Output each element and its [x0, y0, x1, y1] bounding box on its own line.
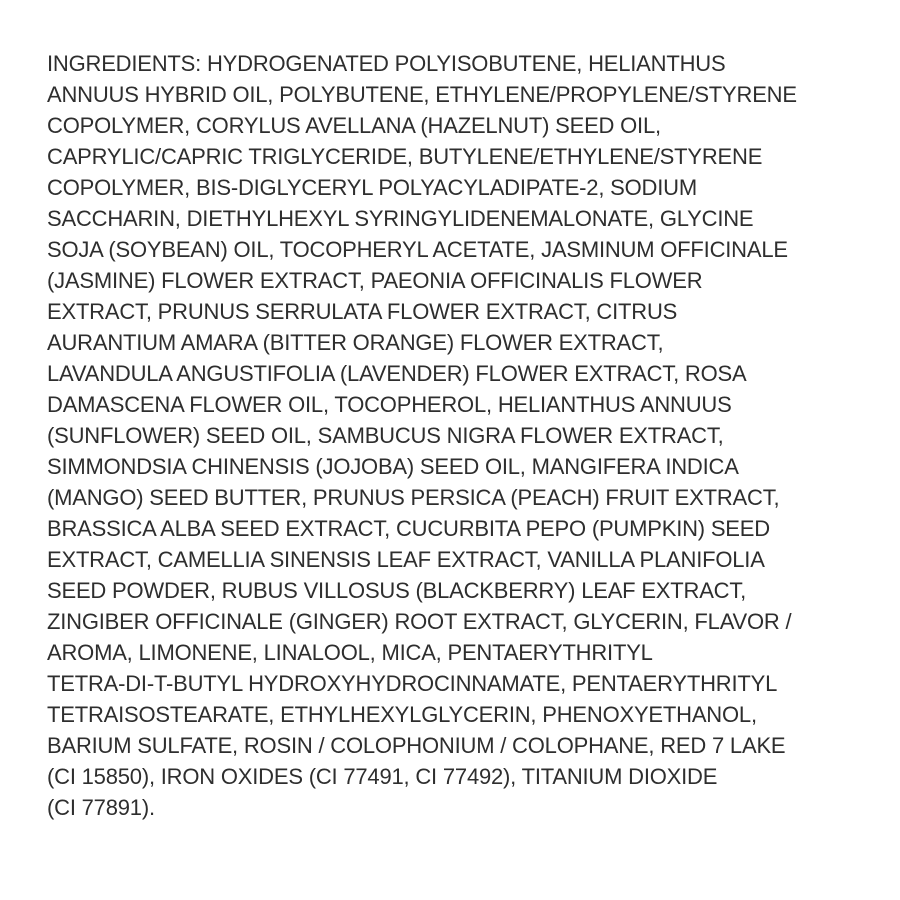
- ingredients-line: TETRA-DI-T-BUTYL HYDROXYHYDROCINNAMATE, PENTAERYTHRITYL: [47, 671, 778, 696]
- ingredients-line: BARIUM SULFATE, ROSIN / COLOPHONIUM / COLOPHANE, RED 7 LAKE: [47, 733, 786, 758]
- ingredients-line: (CI 77891).: [47, 795, 155, 820]
- ingredients-line: EXTRACT, CAMELLIA SINENSIS LEAF EXTRACT, VANILLA PLANIFOLIA: [47, 547, 765, 572]
- ingredients-text: [47, 48, 862, 823]
- ingredients-line: AROMA, LIMONENE, LINALOOL, MICA, PENTAERYTHRITYL: [47, 640, 653, 665]
- ingredients-line: TETRAISOSTEARATE, ETHYLHEXYLGLYCERIN, PHENOXYETHANOL,: [47, 702, 757, 727]
- ingredients-line: (CI 15850), IRON OXIDES (CI 77491, CI 77492), TITANIUM DIOXIDE: [47, 764, 718, 789]
- ingredients-line: SOJA (SOYBEAN) OIL, TOCOPHERYL ACETATE, JASMINUM OFFICINALE: [47, 237, 788, 262]
- ingredients-line: SIMMONDSIA CHINENSIS (JOJOBA) SEED OIL, MANGIFERA INDICA: [47, 454, 739, 479]
- ingredients-line: EXTRACT, PRUNUS SERRULATA FLOWER EXTRACT, CITRUS: [47, 299, 678, 324]
- ingredients-line: COPOLYMER, BIS-DIGLYCERYL POLYACYLADIPATE-2, SODIUM: [47, 175, 697, 200]
- ingredients-line: ANNUUS HYBRID OIL, POLYBUTENE, ETHYLENE/PROPYLENE/STYRENE: [47, 82, 797, 107]
- ingredients-line: COPOLYMER, CORYLUS AVELLANA (HAZELNUT) SEED OIL,: [47, 113, 661, 138]
- ingredients-panel: [47, 48, 862, 823]
- ingredients-line: (MANGO) SEED BUTTER, PRUNUS PERSICA (PEACH) FRUIT EXTRACT,: [47, 485, 780, 510]
- ingredients-line: AURANTIUM AMARA (BITTER ORANGE) FLOWER EXTRACT,: [47, 330, 664, 355]
- ingredients-line: CAPRYLIC/CAPRIC TRIGLYCERIDE, BUTYLENE/ETHYLENE/STYRENE: [47, 144, 763, 169]
- ingredients-line: ZINGIBER OFFICINALE (GINGER) ROOT EXTRACT, GLYCERIN, FLAVOR /: [47, 609, 792, 634]
- ingredients-line: LAVANDULA ANGUSTIFOLIA (LAVENDER) FLOWER EXTRACT, ROSA: [47, 361, 747, 386]
- ingredients-line: (SUNFLOWER) SEED OIL, SAMBUCUS NIGRA FLOWER EXTRACT,: [47, 423, 724, 448]
- ingredients-line: SACCHARIN, DIETHYLHEXYL SYRINGYLIDENEMALONATE, GLYCINE: [47, 206, 754, 231]
- ingredients-line: INGREDIENTS: HYDROGENATED POLYISOBUTENE, HELIANTHUS: [47, 51, 726, 76]
- ingredients-line: (JASMINE) FLOWER EXTRACT, PAEONIA OFFICINALIS FLOWER: [47, 268, 703, 293]
- ingredients-line: SEED POWDER, RUBUS VILLOSUS (BLACKBERRY) LEAF EXTRACT,: [47, 578, 747, 603]
- ingredients-line: DAMASCENA FLOWER OIL, TOCOPHEROL, HELIANTHUS ANNUUS: [47, 392, 732, 417]
- ingredients-line: BRASSICA ALBA SEED EXTRACT, CUCURBITA PEPO (PUMPKIN) SEED: [47, 516, 770, 541]
